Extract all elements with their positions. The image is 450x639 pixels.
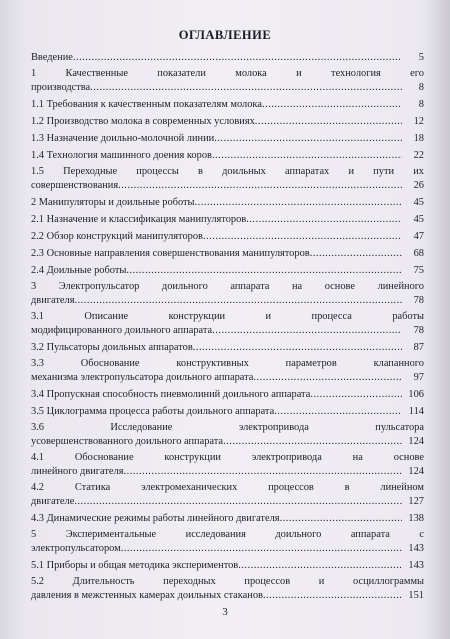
entry-page: 18 xyxy=(413,133,424,144)
toc-entry xyxy=(31,573,424,603)
page-title: ОГЛАВЛЕНИЕ xyxy=(178,28,272,42)
dot-leader xyxy=(253,372,402,384)
entry-text: 4.3 Динамические режимы работы линейного двигателя xyxy=(31,513,280,524)
entry-text: 2 Манипуляторы и доильные роботы xyxy=(31,197,195,208)
entry-page: 151 xyxy=(408,590,424,601)
page-number: 3 xyxy=(222,606,228,618)
entry-page: 97 xyxy=(413,372,424,383)
dot-leader xyxy=(274,406,402,418)
dot-leader xyxy=(310,248,402,260)
entry-page: 68 xyxy=(413,248,424,259)
dot-leader xyxy=(203,231,402,243)
entry-text: линейного двигателя xyxy=(31,466,124,477)
entry-page: 127 xyxy=(408,496,424,507)
entry-page: 22 xyxy=(413,150,424,161)
entry-text-line1: 1 Качественные показатели молока и технология его xyxy=(31,68,424,79)
entry-text: 3.4 Пропускная способность пневмолиний доильного аппарата xyxy=(31,389,311,400)
entry-text-line1: 3 Электропульсатор доильного аппарата на основе линейного xyxy=(31,281,424,292)
entry-page: 78 xyxy=(413,295,424,306)
entry-text-line1: 3.3 Обоснование конструктивных параметров клапанного xyxy=(31,358,424,369)
dot-leader xyxy=(310,389,402,401)
toc-entry xyxy=(31,526,424,556)
entry-text: 1.3 Назначение доильно-молочной линии xyxy=(31,133,215,144)
toc-entry xyxy=(31,338,424,355)
toc-entry xyxy=(31,112,424,129)
dot-leader xyxy=(121,543,402,555)
dot-leader xyxy=(193,342,402,354)
entry-text: совершенствования xyxy=(31,180,119,191)
dot-leader xyxy=(262,99,402,111)
dot-leader xyxy=(212,325,402,337)
entry-text: 2.2 Обзор конструкций манипуляторов xyxy=(31,231,203,242)
toc-entry xyxy=(31,261,424,278)
entry-page: 138 xyxy=(408,513,424,524)
dot-leader xyxy=(124,466,402,478)
toc-entry xyxy=(31,449,424,479)
dot-leader xyxy=(118,180,402,192)
entry-text: 1.1 Требования к качественным показателям молока xyxy=(31,99,262,110)
entry-page: 87 xyxy=(413,342,424,353)
entry-text-line1: 4.1 Обоснование конструкции электропривода на основе xyxy=(31,452,424,463)
entry-page: 124 xyxy=(408,436,424,447)
entry-text: модифицированного доильного аппарата xyxy=(31,325,213,336)
entry-page: 26 xyxy=(413,180,424,191)
dot-leader xyxy=(212,150,402,162)
entry-text-line1: 5.2 Длительность переходных процессов и осциллограммы xyxy=(31,576,424,587)
entry-text-line1: 1.5 Переходные процессы в доильных аппаратах и пути их xyxy=(31,166,424,177)
toc-entry xyxy=(31,163,424,193)
toc-entry xyxy=(31,402,424,419)
entry-text: 2.3 Основные направления совершенствования манипуляторов xyxy=(31,248,310,259)
entry-page: 143 xyxy=(408,560,424,571)
entry-text: 3.5 Циклограмма процесса работы доильного аппарата xyxy=(31,406,275,417)
toc-entry xyxy=(31,193,424,210)
dot-leader xyxy=(246,214,402,226)
dot-leader xyxy=(74,295,402,307)
entry-page: 78 xyxy=(413,325,424,336)
entry-text: 3.2 Пульсаторы доильных аппаратов xyxy=(31,342,193,353)
table-of-contents xyxy=(31,48,424,603)
toc-entry xyxy=(31,95,424,112)
dot-leader xyxy=(126,265,402,277)
toc-entry xyxy=(31,146,424,163)
scan-shadow xyxy=(428,0,450,639)
dot-leader xyxy=(90,82,402,94)
dot-leader xyxy=(255,116,402,128)
entry-text: 1.4 Технология машинного доения коров xyxy=(31,150,212,161)
entry-text: 5.1 Приборы и общая методика экспериментов xyxy=(31,560,239,571)
entry-text-line1: 3.1 Описание конструкции и процесса работы xyxy=(31,311,424,322)
entry-text: усовершенствованного доильного аппарата xyxy=(31,436,224,447)
entry-page: 47 xyxy=(413,231,424,242)
dot-leader xyxy=(238,560,402,572)
entry-page: 124 xyxy=(408,466,424,477)
toc-entry xyxy=(31,227,424,244)
entry-text: механизма электропульсатора доильного аппарата xyxy=(31,372,254,383)
dot-leader xyxy=(74,496,402,508)
entry-page: 12 xyxy=(413,116,424,127)
toc-entry xyxy=(31,556,424,573)
entry-page: 5 xyxy=(418,52,424,63)
dot-leader xyxy=(280,513,402,525)
toc-entry xyxy=(31,385,424,402)
toc-entry xyxy=(31,278,424,308)
toc-entry xyxy=(31,48,424,65)
entry-page: 45 xyxy=(413,214,424,225)
toc-entry xyxy=(31,210,424,227)
entry-text: Введение xyxy=(31,52,73,63)
entry-page: 45 xyxy=(413,197,424,208)
entry-text: электропульсатором xyxy=(31,543,121,554)
toc-entry xyxy=(31,244,424,261)
dot-leader xyxy=(214,133,402,145)
dot-leader xyxy=(263,590,402,602)
dot-leader xyxy=(195,197,402,209)
entry-text: 1.2 Производство молока в современных условиях xyxy=(31,116,255,127)
dot-leader xyxy=(73,52,402,64)
entry-page: 114 xyxy=(408,406,424,417)
entry-page: 143 xyxy=(408,543,424,554)
entry-page: 75 xyxy=(413,265,424,276)
toc-entry xyxy=(31,419,424,449)
dot-leader xyxy=(223,436,402,448)
toc-entry xyxy=(31,479,424,509)
entry-text-line1: 4.2 Статика электромеханических процессов в линейном xyxy=(31,482,424,493)
entry-page: 8 xyxy=(418,99,424,110)
entry-text: 2.1 Назначение и классификация манипуляторов xyxy=(31,214,247,225)
entry-text: двигателе xyxy=(31,496,75,507)
toc-entry xyxy=(31,65,424,95)
entry-text-line1: 3.6 Исследование электропривода пульсатора xyxy=(31,422,424,433)
entry-text: двигателя xyxy=(31,295,75,306)
entry-text: давления в межстенных камерах доильных стаканов xyxy=(31,590,263,601)
entry-page: 8 xyxy=(418,82,424,93)
entry-text: производства xyxy=(31,82,91,93)
toc-entry xyxy=(31,129,424,146)
toc-entry xyxy=(31,308,424,338)
entry-text-line1: 5 Экспериментальные исследования доильного аппарата с xyxy=(31,529,424,540)
toc-entry xyxy=(31,509,424,526)
entry-page: 106 xyxy=(408,389,424,400)
toc-entry xyxy=(31,355,424,385)
entry-text: 2.4 Доильные роботы xyxy=(31,265,127,276)
